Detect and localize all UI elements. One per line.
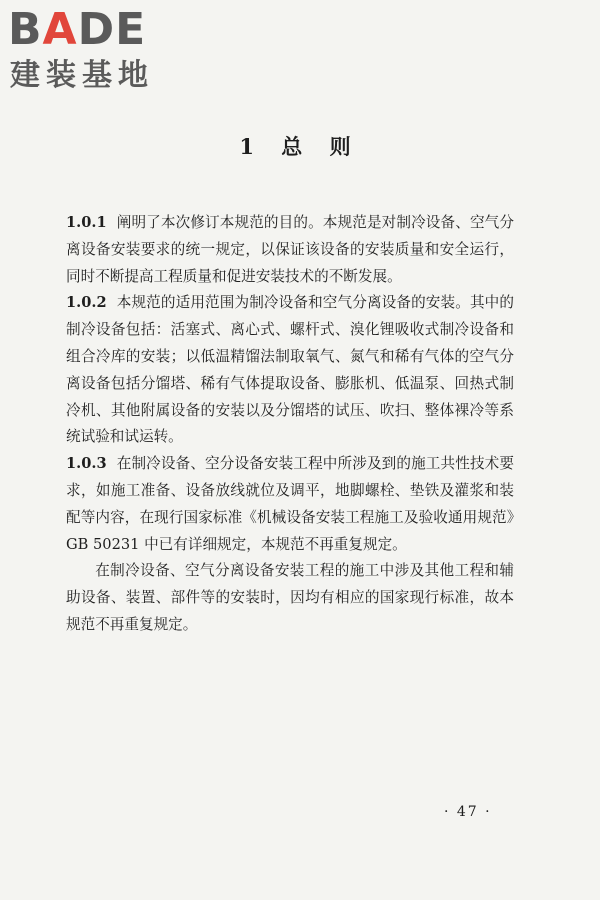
- clause-text: 阐明了本次修订本规范的目的。本规范是对制冷设备、空气分离设备安装要求的统一规定，以保证该设备的安装质量和安全运行，同时不断提高工程质量和促进安装技术的不断发展。: [66, 214, 514, 285]
- page-number: · 47 ·: [444, 804, 492, 820]
- publisher-logo: [8, 4, 178, 96]
- clause-1-0-3: [66, 451, 514, 558]
- clause-1-0-1: [66, 210, 514, 290]
- extra-paragraph: 在制冷设备、空气分离设备安装工程的施工中涉及其他工程和辅助设备、装置、部件等的安装时，因均有相应的国家现行标准，故本规范不再重复规定。: [66, 562, 514, 633]
- clause-number: 1.0.3: [66, 455, 107, 473]
- chapter-title: 1 总 则: [239, 134, 361, 159]
- clause-number: 1.0.2: [66, 294, 107, 312]
- logo-chinese-name: 建装基地: [10, 58, 154, 93]
- logo-letter-b: B: [8, 4, 43, 55]
- clause-text: 在制冷设备、空分设备安装工程中所涉及到的施工共性技术要求，如施工准备、设备放线就位及调平，地脚螺栓、垫铁及灌浆和装配等内容，在现行国家标准《机械设备安装工程施工及验收通用规范》GB 50231 中已有详细规定，本规范不再重复规定。: [66, 455, 514, 553]
- clause-1-0-2: [66, 290, 514, 451]
- logo-wordmark: [8, 4, 146, 56]
- logo-letter-a: A: [42, 4, 78, 55]
- body-text: [66, 210, 514, 639]
- clause-text: 本规范的适用范围为制冷设备和空气分离设备的安装。其中的制冷设备包括：活塞式、离心式、螺杆式、溴化锂吸收式制冷设备和组合冷库的安装；以低温精馏法制取氧气、氮气和稀有气体的空气分离设备包括分馏塔、稀有气体提取设备、膨胀机、低温泵、回热式制冷机、其他附属设备的安装以及分馏塔的试压、吹扫、整体裸冷等系统试验和试运转。: [66, 294, 514, 446]
- logo-letters-de: DE: [77, 4, 147, 55]
- clause-number: 1.0.1: [66, 214, 107, 231]
